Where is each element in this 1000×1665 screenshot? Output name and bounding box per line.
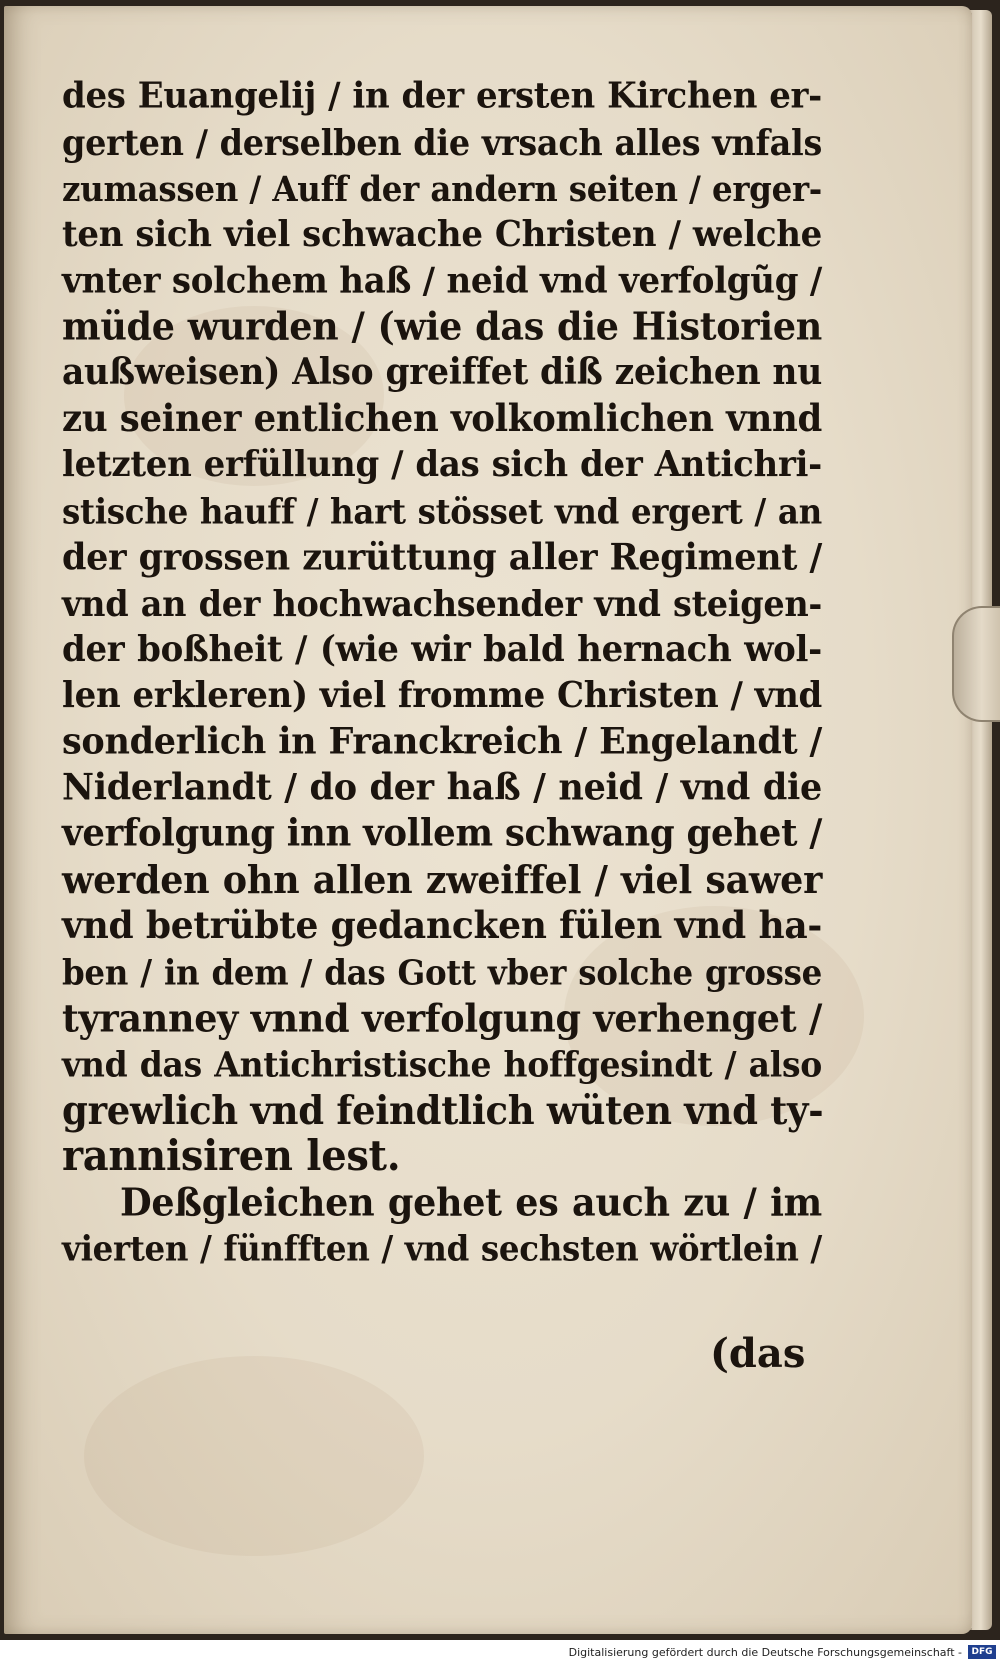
text-line: des Euangelij / in der ersten Kirchen er- <box>62 75 822 118</box>
text-line: vnd das Antichristische hoffgesindt / also <box>62 1043 822 1085</box>
page-tab-marker <box>952 606 1000 722</box>
text-line: der grossen zurüttung aller Regiment / <box>62 535 822 579</box>
text-line: ben / in dem / das Gott vber solche grosse <box>62 951 822 993</box>
text-line: der boßheit / (wie wir bald hernach wol- <box>62 628 822 671</box>
text-line: außweisen) Also greiffet diß zeichen nu <box>62 351 822 394</box>
text-line: len erkleren) viel fromme Christen / vnd <box>62 674 822 717</box>
paragraph-start-line: Deßgleichen gehet es auch zu / im <box>120 1180 822 1226</box>
text-line: verfolgung inn vollem schwang gehet / <box>62 812 822 856</box>
text-line: vnd an der hochwachsender vnd steigen- <box>62 583 822 624</box>
text-line: zumassen / Auff der andern seiten / erger- <box>62 168 822 210</box>
text-line: ten sich viel schwache Christen / welche <box>62 213 822 256</box>
text-line: rannisiren lest. <box>62 1131 401 1182</box>
text-line: müde wurden / (wie das die Historien <box>62 304 822 350</box>
text-line: werden ohn allen zweiffel / viel sawer <box>62 857 822 903</box>
text-line: Niderlandt / do der haß / neid / vnd die <box>62 766 822 810</box>
text-line: vnd betrübte gedancken fülen vnd ha- <box>62 903 822 948</box>
text-line: gerten / derselben die vrsach alles vnfals <box>62 122 822 164</box>
text-line: vierten / fünfften / vnd sechsten wörtlein / <box>62 1228 822 1270</box>
text-line: stische hauff / hart stösset vnd ergert / an <box>62 490 822 532</box>
text-line: vnter solchem haß / neid vnd verfolgũg / <box>62 259 822 302</box>
digitization-credit: Digitalisierung gefördert durch die Deutsche Forschungsgemeinschaft - <box>568 1646 962 1659</box>
text-line: letzten erfüllung / das sich der Antichri- <box>62 443 822 486</box>
text-line: zu seiner entlichen volkomlichen vnnd <box>62 397 822 441</box>
body-text <box>62 74 822 1272</box>
text-line: sonderlich in Franckreich / Engelandt / <box>62 720 822 764</box>
text-line: tyranney vnnd verfolgung verhenget / <box>62 995 822 1041</box>
catchword: (das <box>710 1330 806 1377</box>
text-line: grewlich vnd feindtlich wüten vnd ty- <box>62 1086 824 1134</box>
dfg-logo: DFG <box>968 1645 996 1659</box>
